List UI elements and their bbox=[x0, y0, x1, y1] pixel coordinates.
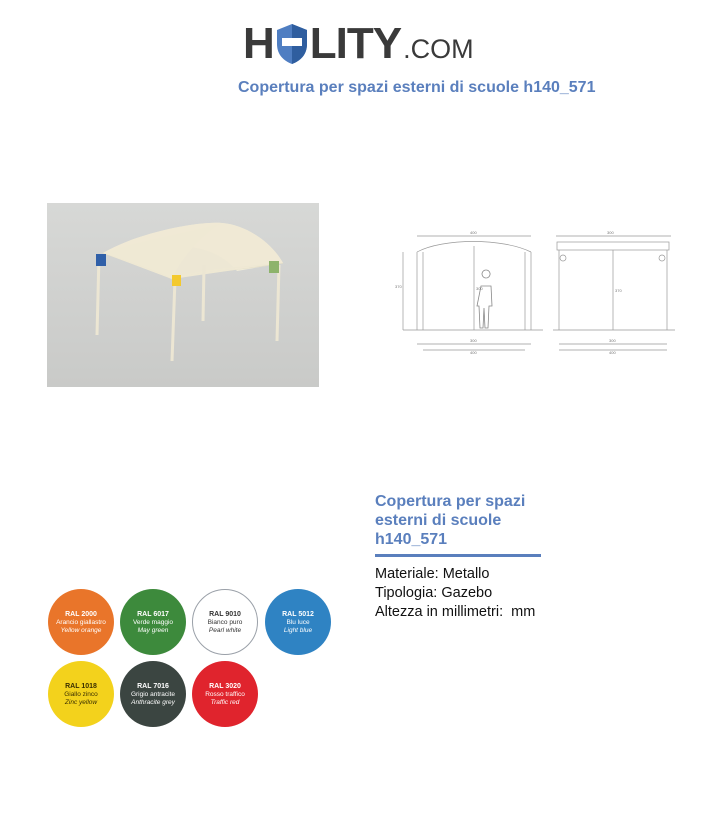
product-title: Copertura per spazi esterni di scuole h140_571 bbox=[375, 493, 526, 548]
swatch-ral-9010[interactable] bbox=[192, 589, 258, 655]
spec-list bbox=[375, 565, 535, 622]
swatch-name-it: Arancio giallastro bbox=[56, 618, 106, 626]
swatch-code: RAL 2000 bbox=[65, 610, 97, 618]
dim-height-left: 370 bbox=[395, 284, 402, 289]
swatch-code: RAL 5012 bbox=[282, 610, 314, 618]
swatch-name-en: Yellow orange bbox=[60, 626, 102, 634]
swatch-code: RAL 6017 bbox=[137, 610, 169, 618]
swatch-name-it: Grigio antracite bbox=[130, 690, 176, 698]
swatch-name-en: Light blue bbox=[283, 626, 313, 634]
swatch-name-it: Rosso traffico bbox=[205, 690, 245, 698]
technical-drawing bbox=[393, 228, 675, 358]
swatch-ral-7016[interactable] bbox=[120, 661, 186, 727]
swatch-ral-2000[interactable] bbox=[48, 589, 114, 655]
title-divider bbox=[375, 554, 541, 557]
dim-height-mid: 300 bbox=[476, 286, 483, 291]
spec-label: Tipologia: bbox=[375, 585, 438, 601]
swatch-name-en: Traffic red bbox=[210, 698, 240, 706]
spec-value: Metallo bbox=[442, 566, 490, 582]
swatch-name-en: Zinc yellow bbox=[64, 698, 98, 706]
spec-label: Materiale: bbox=[375, 566, 439, 582]
logo-o-shield-icon bbox=[274, 22, 310, 66]
dim-base-inner: 300 bbox=[470, 338, 477, 343]
swatch-name-it: Bianco puro bbox=[207, 618, 243, 626]
product-image bbox=[47, 203, 319, 387]
logo-text: H LITY bbox=[243, 19, 402, 68]
swatch-ral-1018[interactable] bbox=[48, 661, 114, 727]
brand-logo[interactable] bbox=[243, 14, 474, 66]
swatch-code: RAL 9010 bbox=[209, 610, 241, 618]
swatch-name-en: Pearl white bbox=[208, 626, 242, 634]
dim-side-width: 300 bbox=[607, 230, 614, 235]
logo-suffix: .COM bbox=[403, 34, 474, 64]
page-title: Copertura per spazi esterni di scuole h140_571 bbox=[238, 79, 596, 96]
dim-base-outer: 400 bbox=[470, 350, 477, 355]
spec-material bbox=[375, 565, 535, 584]
spec-type bbox=[375, 584, 535, 603]
swatch-name-it: Blu luce bbox=[286, 618, 310, 626]
swatch-code: RAL 7016 bbox=[137, 682, 169, 690]
dim-front-width: 400 bbox=[470, 230, 477, 235]
swatch-name-it: Verde maggio bbox=[132, 618, 174, 626]
swatch-code: RAL 1018 bbox=[65, 682, 97, 690]
dim-height-side: 370 bbox=[615, 288, 622, 293]
spec-value: Gazebo bbox=[441, 585, 493, 601]
spec-height bbox=[375, 603, 535, 622]
swatch-name-en: May green bbox=[137, 626, 169, 634]
swatch-name-en: Anthracite grey bbox=[131, 698, 175, 706]
swatch-ral-6017[interactable] bbox=[120, 589, 186, 655]
swatch-code: RAL 3020 bbox=[209, 682, 241, 690]
swatch-ral-5012[interactable] bbox=[265, 589, 331, 655]
dim-side-base-outer: 400 bbox=[609, 350, 616, 355]
spec-value: mm bbox=[507, 604, 536, 620]
swatch-ral-3020[interactable] bbox=[192, 661, 258, 727]
swatch-name-it: Giallo zinco bbox=[64, 690, 98, 698]
dim-side-base-inner: 300 bbox=[609, 338, 616, 343]
spec-label: Altezza in millimetri: bbox=[375, 604, 504, 620]
